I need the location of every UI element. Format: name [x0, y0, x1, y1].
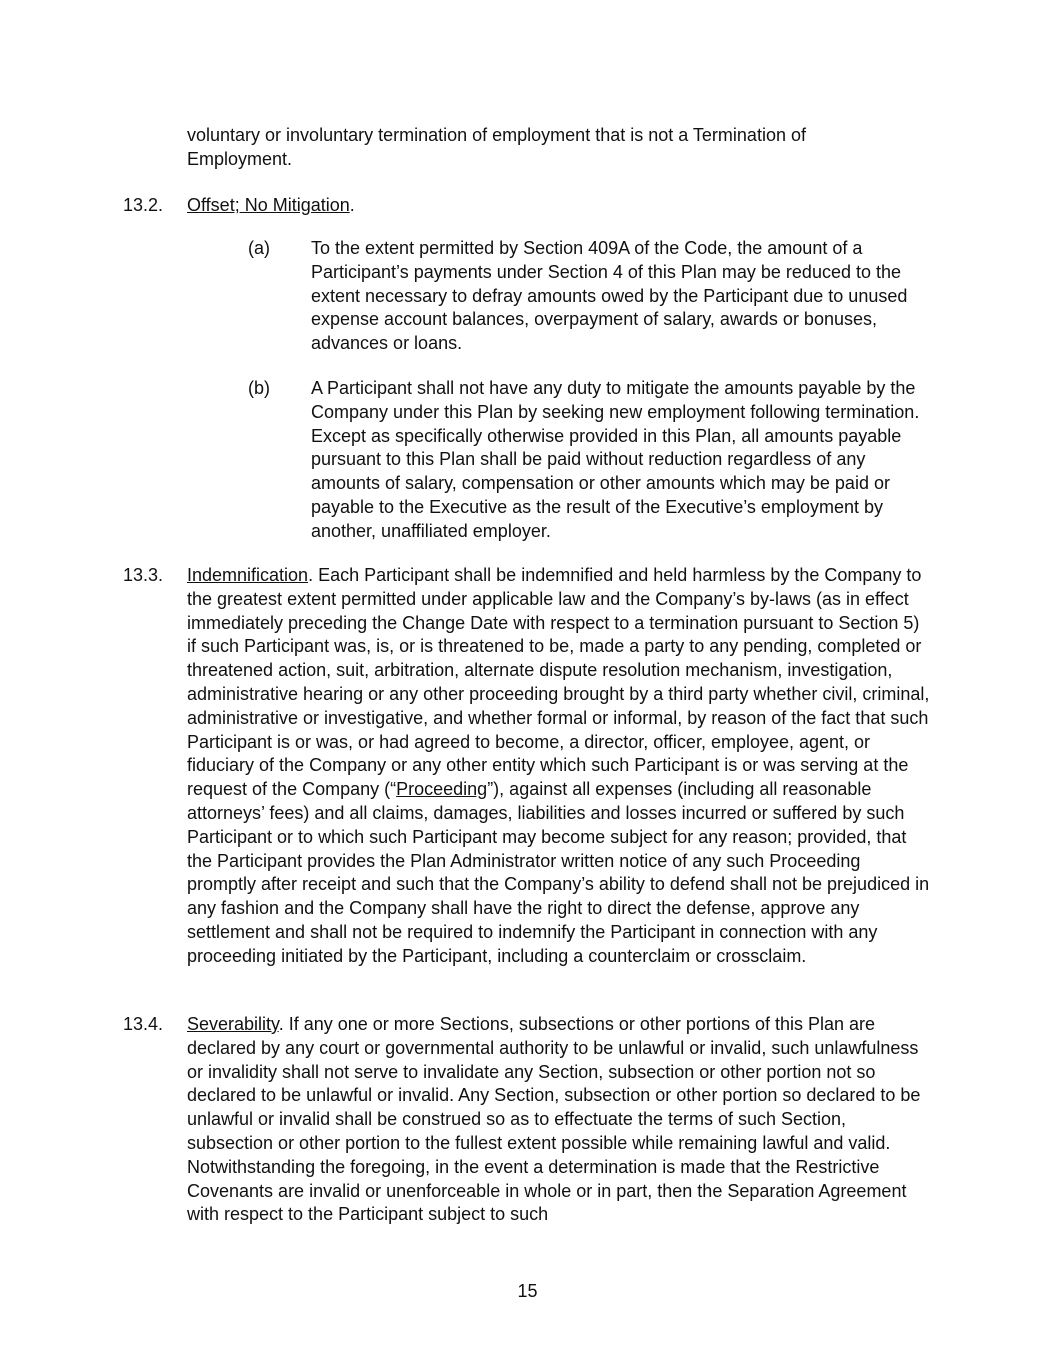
subsection-a-text: To the extent permitted by Section 409A of the Code, the amount of a Participant’s payments under Section 4 of this Plan may be reduced to the extent necessary to defray amounts owed by the Participant due to unused expense account balances, overpayment of salary, awards or bonuses, advances or loans. — [311, 238, 908, 354]
section-number-13-3: 13.3. — [123, 565, 164, 585]
section-13-3-body-part-2: ”), against all expenses (including all reasonable attorneys’ fees) and all claims, damages, liabilities and losses incurred or suffered by such Participant or to which such Participant may become subject for any reason; provided, that the Participant provides the Plan Administrator written notice of any such Proceeding promptly after receipt and such that the Company’s ability to defend shall not be prejudiced in any fashion and the Company shall have the right to direct the defense, approve any settlement and shall not be required to indemnify the Participant in connection with any proceeding initiated by the Participant, including a counterclaim or crossclaim. — [187, 779, 930, 966]
subsection-label-a: (a) — [248, 238, 270, 258]
section-number-13-4: 13.4. — [123, 1014, 164, 1034]
section-13-4-paragraph — [187, 1013, 927, 1227]
section-13-3-body-part-1: . Each Participant shall be indemnified and held harmless by the Company to the greatest extent permitted under applicable law and the Company’s by-laws (as in effect immediately preceding the Change Date with respect to a termination pursuant to Section 5) if such Participant was, is, or is threatened to be, made a party to any pending, completed or threatened action, suit, arbitration, alternate dispute resolution mechanism, investigation, administrative hearing or any other proceeding brought by a third party whether civil, criminal, administrative or investigative, and whether formal or informal, by reason of the fact that such Participant is or was, or had agreed to become, a director, officer, employee, agent, or fiduciary of the Company or any other entity which such Participant is or was serving at the request of the Company (“ — [187, 565, 930, 800]
section-13-3-paragraph — [187, 564, 933, 969]
heading-offset-no-mitigation: Offset; No Mitigation — [187, 195, 350, 215]
heading-suffix: . — [349, 195, 355, 215]
subsection-b-text: A Participant shall not have any duty to mitigate the amounts payable by the Company under this Plan by seeking new employment following termination. Except as specifically otherwise provided in this Plan, all amounts payable pursuant to this Plan shall be paid without reduction regardless of any amounts of salary, compensation or other amounts which may be paid or payable to the Executive as the result of the Executive’s employment by another, unaffiliated employer. — [311, 378, 920, 541]
heading-severability: Severability — [187, 1014, 279, 1034]
defined-term-proceeding: Proceeding — [396, 779, 488, 800]
continuation-paragraph: voluntary or involuntary termination of employment that is not a Termination of Employment. — [187, 125, 806, 169]
section-heading-13-2 — [187, 194, 887, 218]
heading-indemnification: Indemnification — [187, 565, 309, 585]
subsection-label-b: (b) — [248, 378, 270, 398]
section-number-13-2: 13.2. — [123, 195, 164, 215]
section-13-4-body: . If any one or more Sections, subsections or other portions of this Plan are declared by any court or governmental authority to be unlawful or invalid, such unlawfulness or invalidity shall not serve to invalidate any Section, subsection or other portion not so declared to be unlawful or invalid. Any Section, subsection or other portion so declared to be unlawful or invalid shall be construed so as to effectuate the terms of such Section, subsection or other portion to the fullest extent possible while remaining lawful and valid. Notwithstanding the foregoing, in the event a determination is made that the Restrictive Covenants are invalid or unenforceable in whole or in part, then the Separation Agreement with respect to the Participant subject to such — [187, 1014, 921, 1225]
page-number: 15 — [517, 1281, 538, 1301]
